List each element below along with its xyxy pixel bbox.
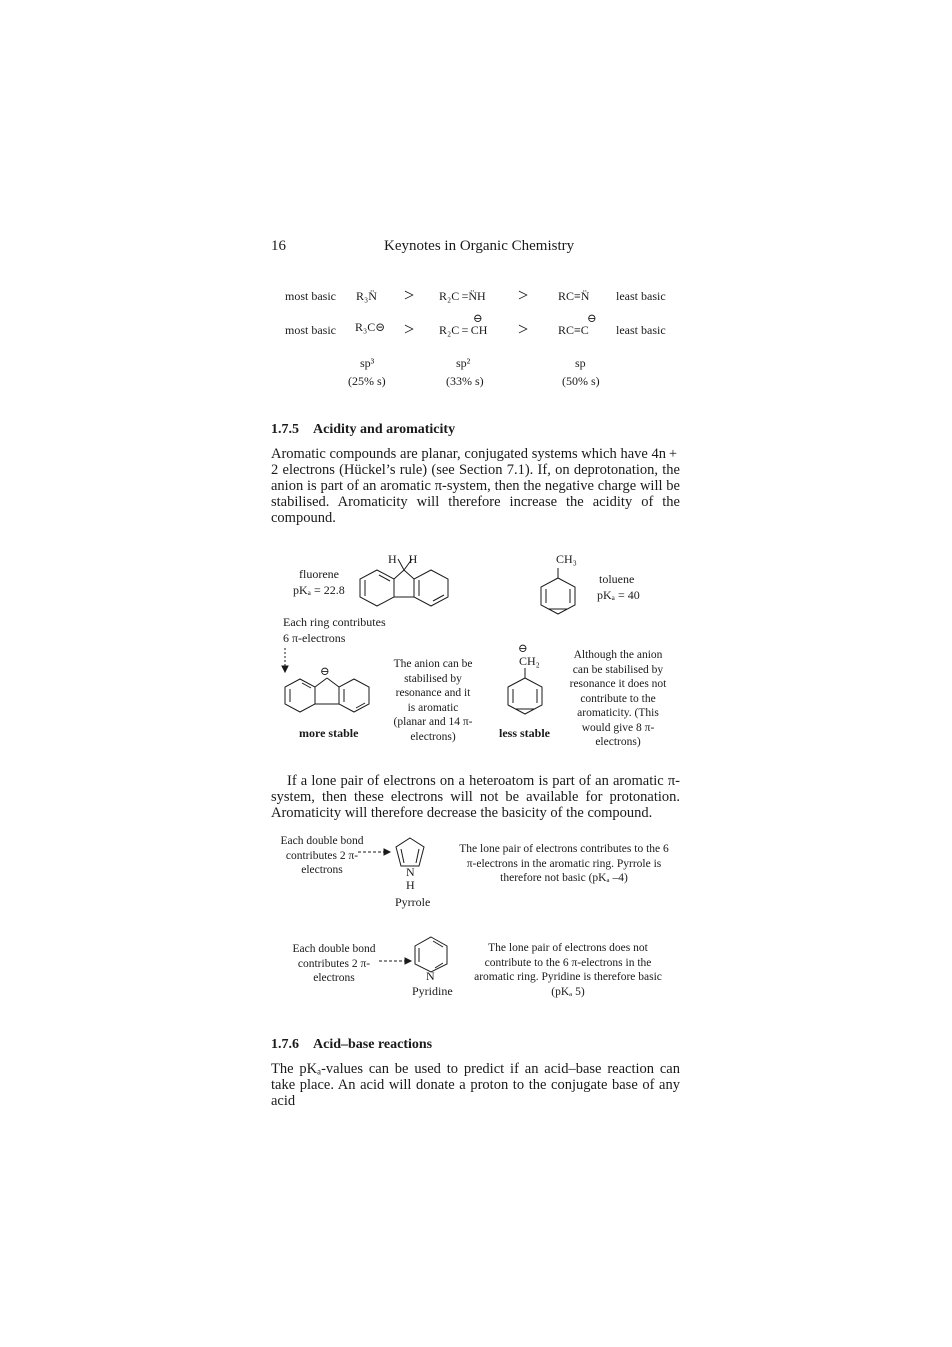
pyrrole-structure-icon: [358, 836, 438, 876]
paragraph-heteroatom: If a lone pair of electrons on a heteroatom is part of an aromatic π-system, then these electrons will not be available for protonation. Aromaticity will therefore decrease the basicity of the compound.: [271, 773, 680, 821]
row1-species-a: R₃N̈: [356, 289, 377, 303]
fluorenyl-anion-structure-icon: [282, 646, 372, 716]
fluorene-label: fluorene: [299, 567, 339, 581]
running-title: Keynotes in Organic Chemistry: [384, 238, 575, 254]
row1-most-basic: most basic: [285, 289, 336, 303]
pyrrole-left-note: Each double bond contributes 2 π-electrons: [280, 835, 364, 876]
row2-species-b: R₂C = CH: [439, 323, 488, 337]
row1-gt-2: >: [518, 285, 529, 305]
pyridine-structure-icon: [379, 934, 454, 984]
paragraph-acid-base: The pKₐ-values can be used to predict if an acid–base reaction can take place. An acid will donate a proton to the conjugate base of any acid: [271, 1061, 680, 1109]
row2-species-c: RC≡C: [558, 323, 589, 337]
minus-charge-icon: ⊖: [587, 313, 597, 325]
less-stable-label: less stable: [499, 726, 550, 740]
fluorene-hydrogens: H H: [388, 552, 418, 566]
row2-most-basic: most basic: [285, 323, 336, 337]
toluene-label: toluene: [599, 572, 635, 586]
benzyl-anion-structure-icon: [505, 668, 547, 718]
benzyl-ch2: CH₂: [519, 654, 540, 668]
row1-least-basic: least basic: [616, 289, 666, 303]
paragraph-acidity: Aromatic compounds are planar, conjugated systems which have 4n + 2 electrons (Hückel’s rule) (see Section 7.1). If, on deprotonation, the anion is part of an aromatic π-system, then the negative charge will be stabilised. Aromaticity will therefore increase the acidity of the compound.: [271, 446, 680, 526]
page-number: 16: [271, 238, 286, 254]
hybrid-sp3: sp³: [360, 356, 375, 370]
minus-charge-icon: ⊖: [473, 313, 483, 325]
pyrrole-label: Pyrrole: [395, 895, 431, 909]
pyrrole-nitrogen: N: [406, 865, 415, 879]
section-heading-175: 1.7.5 Acidity and aromaticity: [271, 422, 456, 437]
row1-species-c: RC≡N̈: [558, 289, 590, 303]
toluene-explanation: Although the anion can be stabilised by resonance it does not contribute to the aromaticity. (This would give 8 π-electrons): [569, 649, 667, 748]
pyrrole-hydrogen: H: [406, 878, 415, 892]
pyridine-label: Pyridine: [412, 984, 453, 998]
toluene-structure-icon: [538, 568, 580, 618]
percent-s-33: (33% s): [446, 374, 484, 388]
row2-gt-2: >: [518, 319, 529, 339]
pyridine-left-note: Each double bond contributes 2 π-electrons: [292, 943, 376, 984]
hybrid-sp: sp: [575, 356, 586, 370]
toluene-methyl: CH₃: [556, 552, 577, 566]
fluorene-structure-icon: [357, 565, 452, 610]
section-heading-176: 1.7.6 Acid–base reactions: [271, 1037, 433, 1052]
pyridine-nitrogen: N: [426, 969, 435, 983]
percent-s-50: (50% s): [562, 374, 600, 388]
anion-explanation: The anion can be stabilised by resonance and it is aromatic (planar and 14 π-electrons): [393, 658, 473, 743]
ring-note-line2: 6 π-electrons: [283, 631, 346, 645]
minus-charge-icon: ⊖: [518, 643, 528, 655]
row1-gt-1: >: [404, 285, 415, 305]
percent-s-25: (25% s): [348, 374, 386, 388]
row2-gt-1: >: [404, 319, 415, 339]
ring-note-line1: Each ring contributes: [283, 615, 386, 629]
toluene-pka: pKₐ = 40: [597, 588, 640, 602]
more-stable-label: more stable: [299, 726, 359, 740]
hybrid-sp2: sp²: [456, 356, 471, 370]
row2-least-basic: least basic: [616, 323, 666, 337]
fluorene-pka: pKₐ = 22.8: [293, 583, 345, 597]
pyridine-right-note: The lone pair of electrons does not contribute to the 6 π-electrons in the aromatic ring. Pyridine is therefore basic (pKₐ 5): [474, 942, 662, 998]
minus-charge-icon: ⊖: [320, 666, 330, 678]
row1-species-b: R₂C =N̈H: [439, 289, 486, 303]
pyrrole-right-note: The lone pair of electrons contributes to the 6 π-electrons in the aromatic ring. Pyrrole is therefore not basic (pKₐ –4): [459, 843, 669, 884]
row2-species-a: R₃C⊝: [355, 320, 386, 334]
